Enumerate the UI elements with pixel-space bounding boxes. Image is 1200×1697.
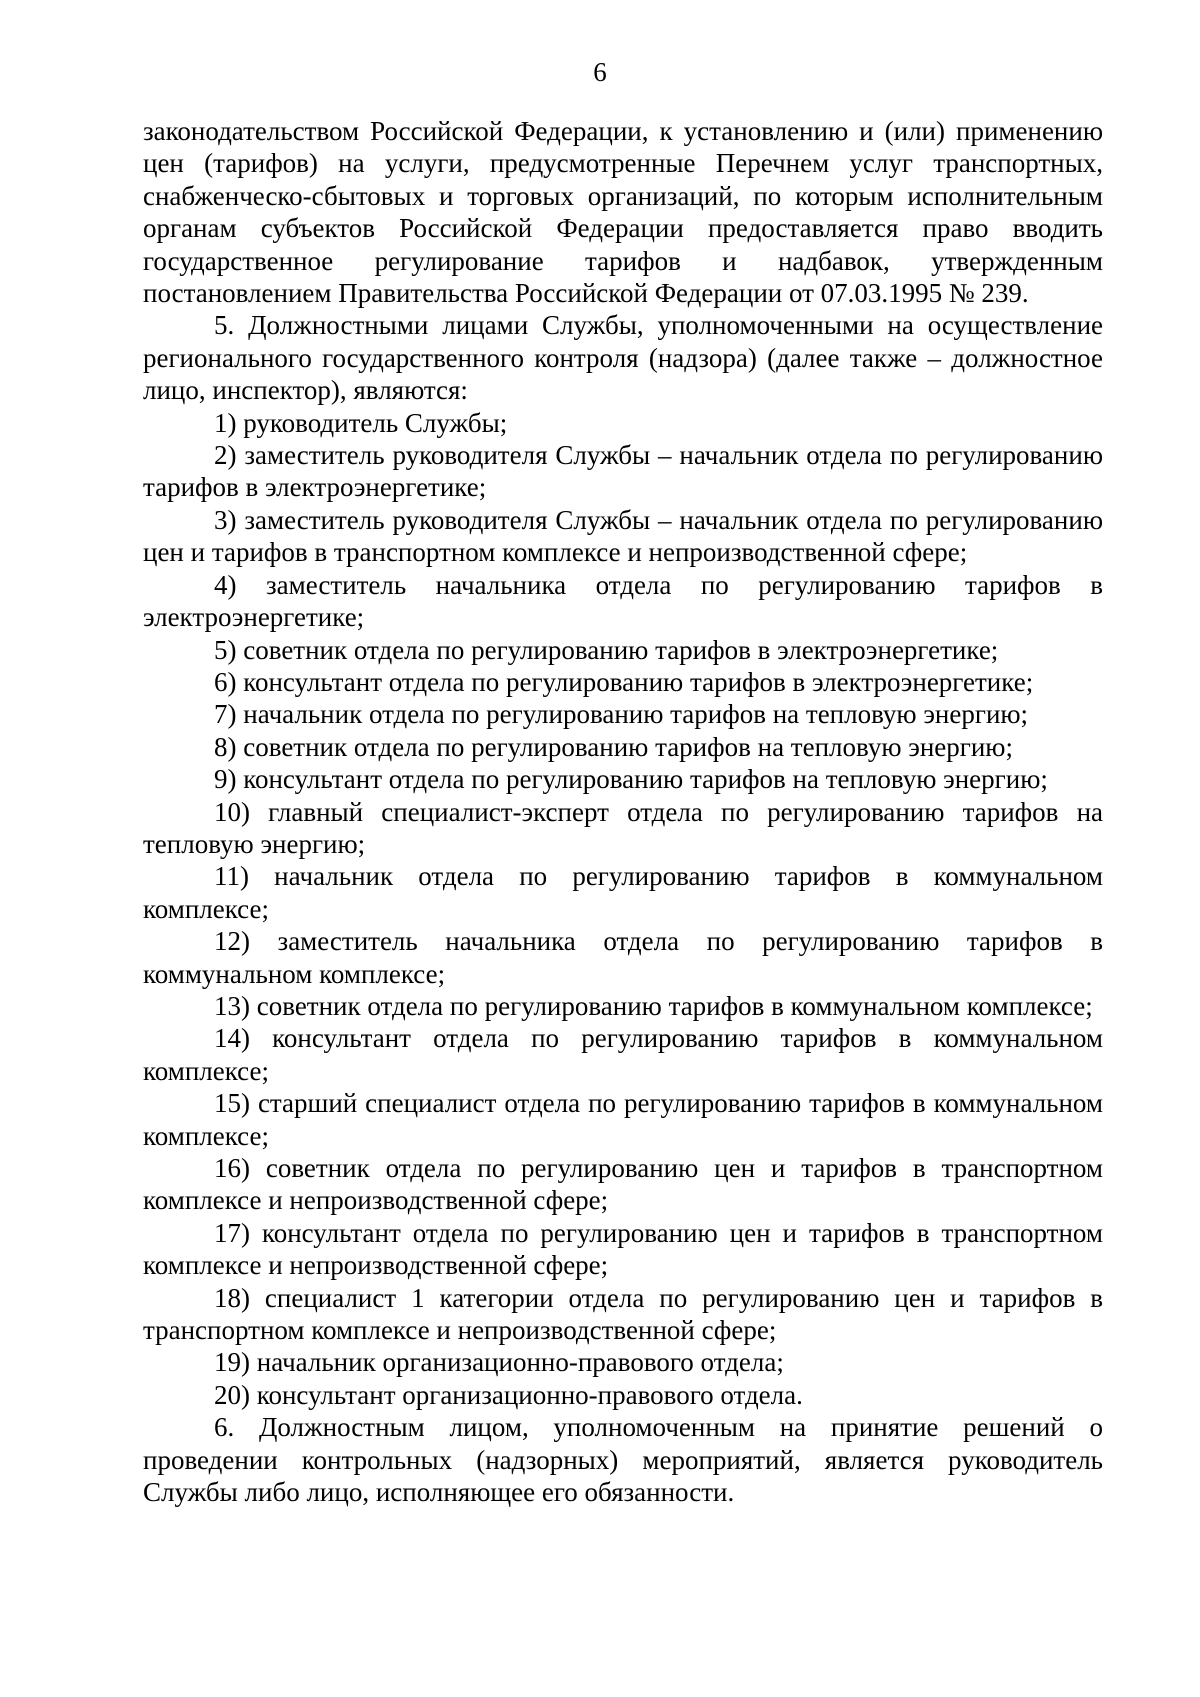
list-item-18: 18) специалист 1 категории отдела по регулированию цен и тарифов в транспортном комплексе и непроизводственной сфере; [143,1282,1103,1346]
list-item-11: 11) начальник отдела по регулированию тарифов в коммунальном комплексе; [143,861,1103,924]
list-item-13: 13) советник отдела по регулированию тарифов в коммунальном комплексе; [214,990,1093,1021]
list-item-17: 17) консультант отдела по регулированию цен и тарифов в транспортном комплексе и непроизводственной сфере; [143,1217,1103,1281]
paragraph-item-5-officials: 5. Должностными лицами Службы, уполномоченными на осуществление регионального государственного контроля (надзора) (далее также – должностное лицо, инспектор), являются: [143,310,1103,406]
list-item-1: 1) руководитель Службы; [214,407,508,438]
list-item-20: 20) консультант организационно-правового отдела. [214,1379,803,1410]
list-item-6: 6) консультант отдела по регулированию тарифов в электроэнергетике; [214,666,1034,697]
list-item-5: 5) советник отдела по регулированию тарифов в электроэнергетике; [214,634,999,665]
paragraph-continuation: законодательством Российской Федерации, к установлению и (или) применению цен (тарифов) на услуги, предусмотренные Перечнем услуг транспортных, снабженческо-сбытовых и торговых организаций, по которым исполнительным органам субъектов Российской Федерации предоставляется право вводить государственное регулирование тарифов и надбавок, утвержденным постановлением Правительства Российской Федерации от 07.03.1995 № 239. [143,116,1103,309]
list-item-15: 15) старший специалист отдела по регулированию тарифов в коммунальном комплексе; [143,1088,1103,1151]
list-item-10: 10) главный специалист-эксперт отдела по регулированию тарифов на тепловую энергию; [143,796,1103,859]
list-item-2: 2) заместитель руководителя Службы – начальник отдела по регулированию тарифов в электроэнергетике; [143,440,1103,503]
list-item-7: 7) начальник отдела по регулированию тарифов на тепловую энергию; [214,699,1029,730]
list-item-3: 3) заместитель руководителя Службы – начальник отдела по регулированию цен и тарифов в транспортном комплексе и непроизводственной сфере; [143,504,1103,568]
list-item-4: 4) заместитель начальника отдела по регулированию тарифов в электроэнергетике; [143,569,1103,633]
list-item-8: 8) советник отдела по регулированию тарифов на тепловую энергию; [214,731,1013,762]
list-item-12: 12) заместитель начальника отдела по регулированию тарифов в коммунальном комплексе; [143,926,1103,989]
list-item-16: 16) советник отдела по регулированию цен и тарифов в транспортном комплексе и непроизводственной сфере; [143,1153,1103,1216]
list-item-9: 9) консультант отдела по регулированию тарифов на тепловую энергию; [214,764,1048,795]
list-item-14: 14) консультант отдела по регулированию тарифов в коммунальном комплексе; [143,1023,1103,1086]
paragraph-item-6-decision-maker: 6. Должностным лицом, уполномоченным на принятие решений о проведении контрольных (надзорных) мероприятий, является руководитель Службы либо лицо, исполняющее его обязанности. [143,1412,1103,1508]
page-number: 6 [593,57,607,87]
document-body [143,115,1103,1508]
list-item-19: 19) начальник организационно-правового отдела; [214,1347,784,1378]
